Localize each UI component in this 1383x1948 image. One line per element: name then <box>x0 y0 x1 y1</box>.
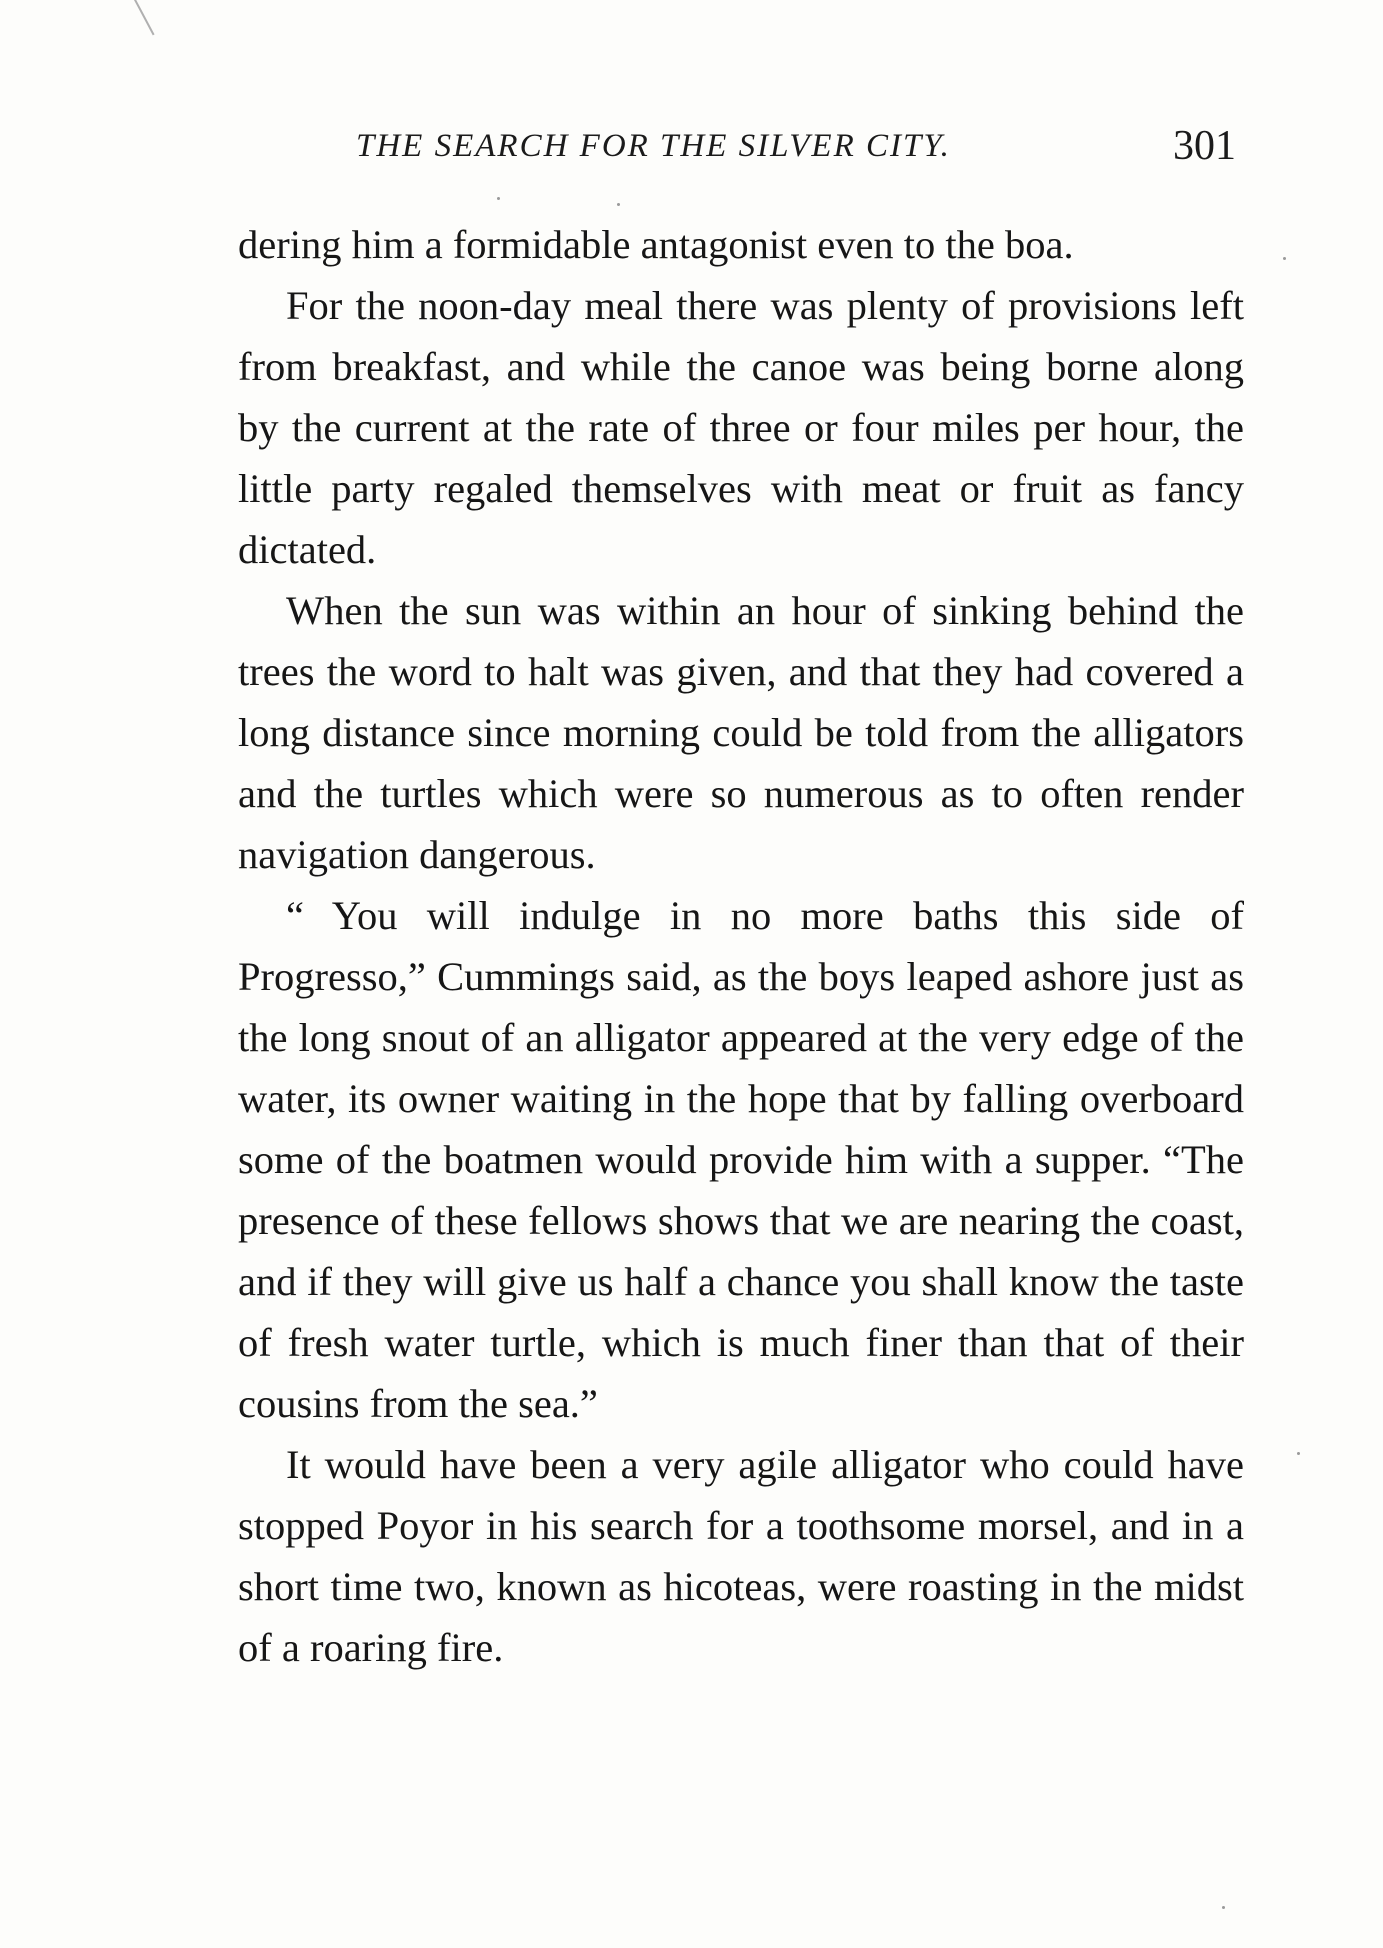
paragraph: “ You will indulge in no more baths this side of Progresso,” Cummings said, as the boys leaped ashore just as the long snout of an alligator appeared at the very edge of the water, its owner waiting in the hope that by falling overboard some of the boatmen would provide him with a supper. “The presence of these fellows shows that we are nearing the coast, and if they will give us half a chance you shall know the taste of fresh water turtle, which is much finer than that of their cousins from the sea.” <box>238 893 1244 1426</box>
paper-speck <box>1222 1906 1225 1909</box>
body-text <box>238 214 1244 1678</box>
page-number: 301 <box>1173 123 1236 169</box>
paragraph: When the sun was within an hour of sinking behind the trees the word to halt was given, and that they had covered a long distance since morning could be told from the alligators and the turtles which were so numerous as to often render navigation dangerous. <box>238 588 1244 877</box>
paragraph: It would have been a very agile alligator who could have stopped Poyor in his search for a toothsome morsel, and in a short time two, known as hicoteas, were roasting in the midst of a roaring fire. <box>238 1442 1244 1670</box>
paragraph-continuation: dering him a formidable antagonist even to the boa. <box>238 222 1074 267</box>
paragraph: For the noon-day meal there was plenty of provisions left from breakfast, and while the canoe was being borne along by the current at the rate of three or four miles per hour, the little party regaled themselves with meat or fruit as fancy dictated. <box>238 283 1244 572</box>
paper-speck <box>617 203 620 206</box>
scan-mark <box>134 0 155 35</box>
running-title: THE SEARCH FOR THE SILVER CITY. <box>356 128 951 164</box>
paper-speck <box>1283 257 1286 260</box>
paper-speck <box>1297 1452 1300 1455</box>
running-head <box>238 120 1248 180</box>
paper-speck <box>497 197 500 200</box>
